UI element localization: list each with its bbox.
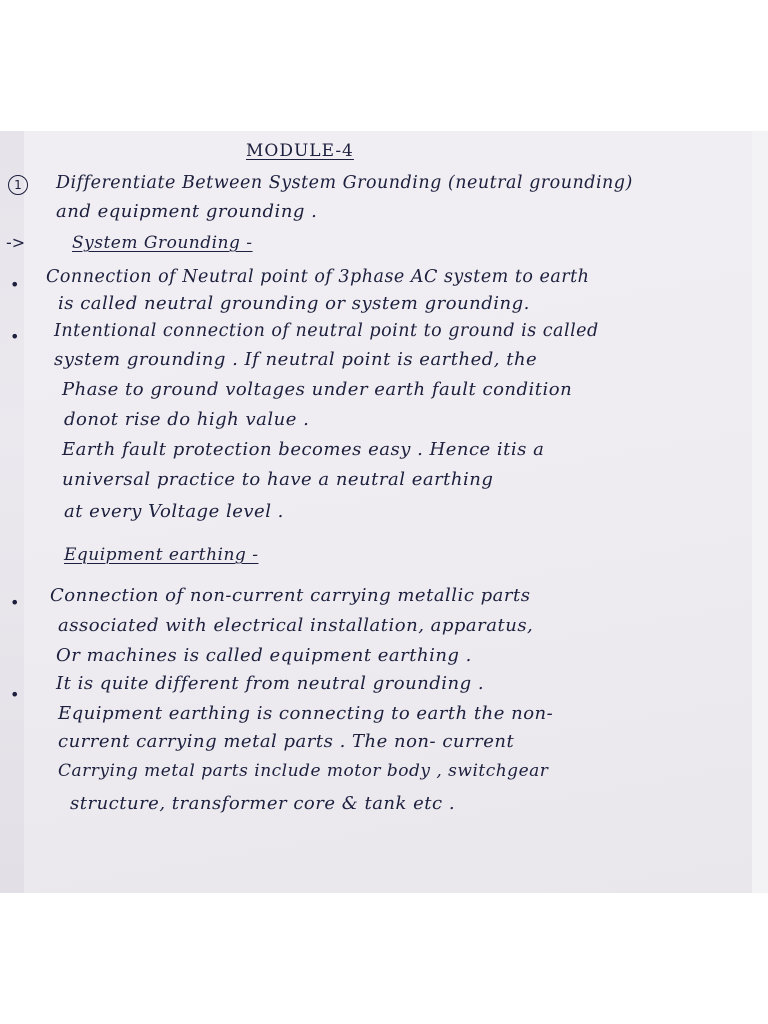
question-line-2: and equipment grounding . (56, 201, 318, 222)
question-line-1: Differentiate Between System Grounding (neutral grounding) (56, 173, 633, 193)
s1-line-6: donot rise do high value . (64, 409, 310, 430)
bullet: • (10, 275, 20, 294)
s2-line-2: associated with electrical installation, apparatus, (58, 615, 534, 636)
equipment-earthing-heading: Equipment earthing - (64, 545, 259, 565)
s1-line-1: Connection of Neutral point of 3phase AC system to earth (46, 267, 590, 287)
s1-line-5: Phase to ground voltages under earth fault condition (62, 379, 573, 400)
s1-line-2: is called neutral grounding or system grounding. (58, 293, 530, 314)
s2-line-7: Carrying metal parts include motor body , switchgear (58, 761, 549, 781)
s2-line-6: current carrying metal parts . The non- current (58, 731, 515, 752)
s1-line-7: Earth fault protection becomes easy . Hence itis a (62, 439, 545, 460)
s2-line-1: Connection of non-current carrying metallic parts (50, 585, 531, 606)
s2-line-5: Equipment earthing is connecting to earth the non- (58, 703, 554, 724)
paper-edge (752, 131, 768, 893)
s1-line-9: at every Voltage level . (64, 501, 284, 522)
bullet: • (10, 685, 20, 704)
bullet: • (10, 593, 20, 612)
bullet: • (10, 327, 20, 346)
question-number-badge: 1 (8, 175, 28, 195)
arrow-marker: -> (6, 233, 26, 252)
s2-line-3: Or machines is called equipment earthing . (56, 645, 472, 666)
s1-line-3: Intentional connection of neutral point to ground is called (54, 321, 599, 341)
notebook-paper (6, 131, 752, 893)
s1-line-4: system grounding . If neutral point is earthed, the (54, 349, 538, 370)
s2-line-8: structure, transformer core & tank etc . (70, 793, 456, 814)
module-title: MODULE-4 (246, 141, 354, 161)
system-grounding-heading: System Grounding - (72, 233, 253, 253)
s1-line-8: universal practice to have a neutral earthing (62, 469, 494, 490)
notebook-photo (0, 131, 768, 893)
s2-line-4: It is quite different from neutral grounding . (56, 673, 485, 694)
